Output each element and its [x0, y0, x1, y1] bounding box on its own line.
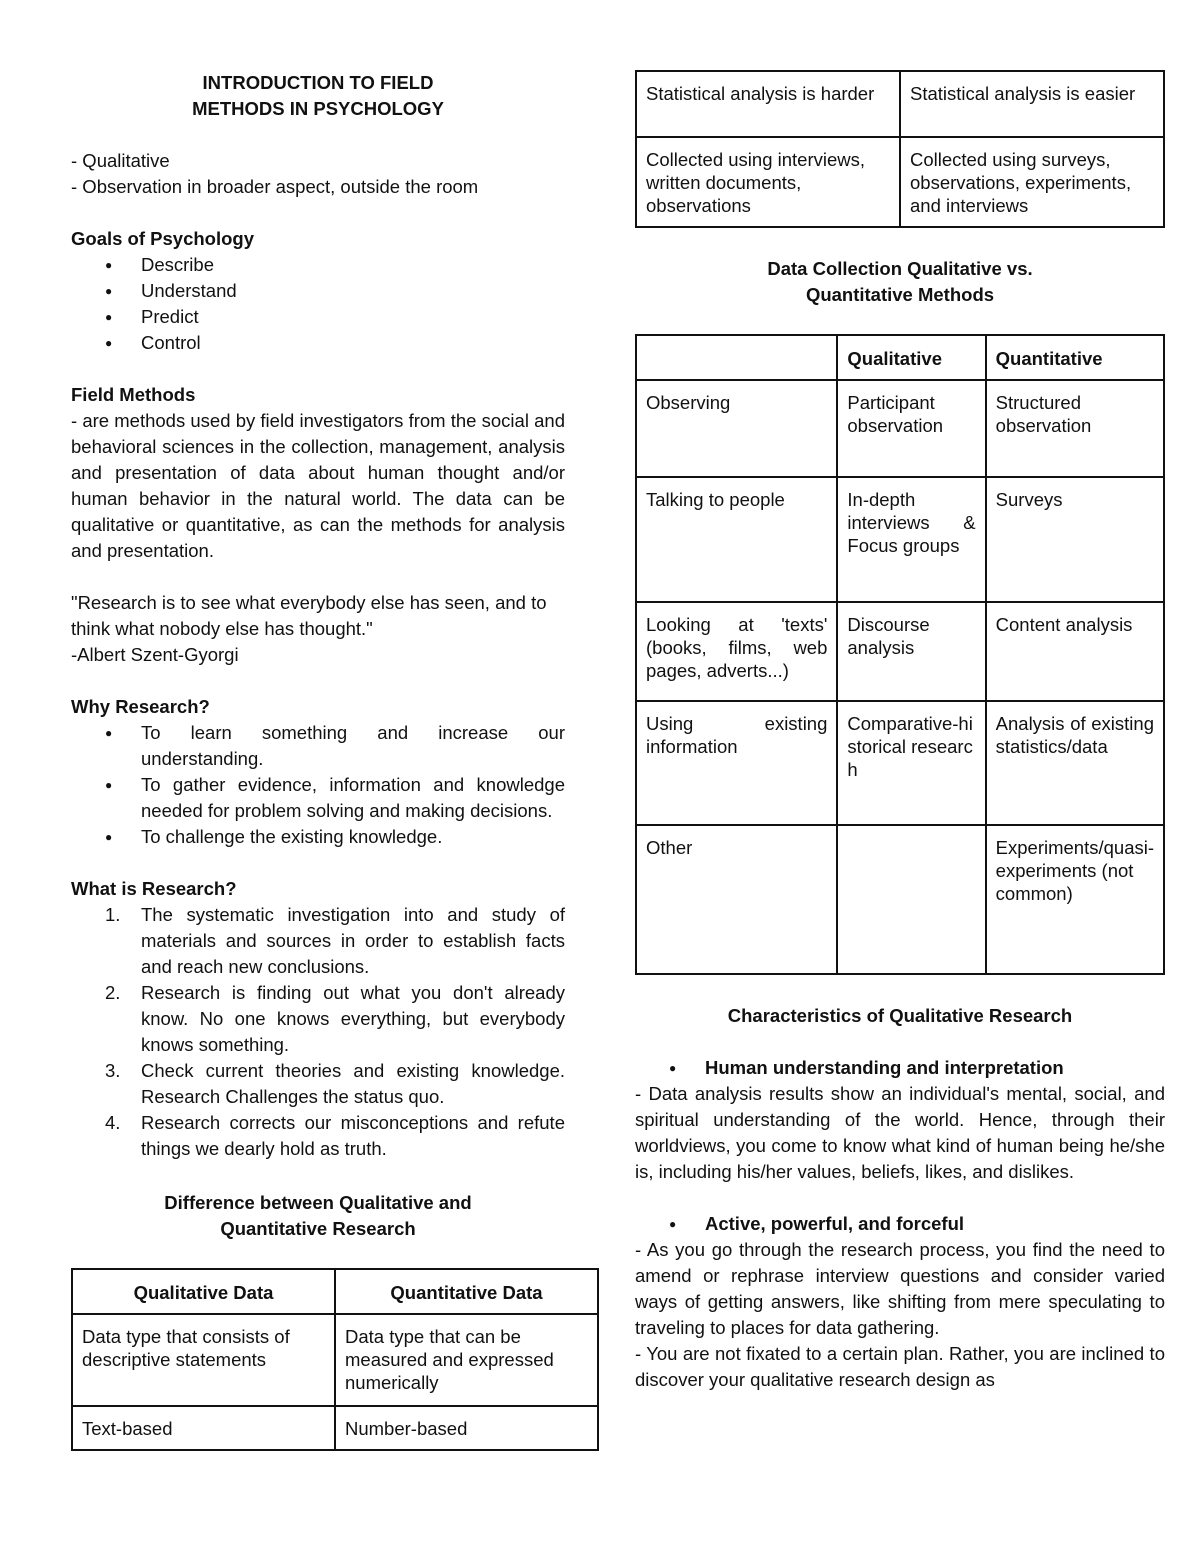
list-item: ● Control: [71, 330, 565, 356]
table-cell: Experiments/quasi-experiments (not common): [986, 825, 1164, 974]
table-row: [636, 602, 1164, 701]
table-header-cell: Qualitative: [837, 335, 985, 380]
field-methods-body: - are methods used by field investigators from the social and behavioral sciences in the collection, management, analysis and presentation of data about human thought and/or human behavior in the natural world. The data can be qualitative or quantitative, as can the methods for analysis and presentation.: [71, 410, 565, 561]
table-header-cell: [636, 335, 837, 380]
table-row: [636, 477, 1164, 602]
table-cell: Other: [636, 825, 837, 974]
table-header-cell: Quantitative Data: [335, 1269, 598, 1314]
intro-line-2: - Observation in broader aspect, outside the room: [71, 176, 479, 197]
characteristic-title: ● Active, powerful, and forceful: [635, 1211, 1165, 1237]
bullet-icon: ●: [105, 310, 113, 324]
list-item: ● Describe: [71, 252, 565, 278]
data-collection-table: [635, 334, 1165, 975]
table-row: [72, 1314, 598, 1406]
table-cell: Statistical analysis is easier: [900, 71, 1164, 137]
table-cell: Statistical analysis is harder: [636, 71, 900, 137]
table-cell: Participant observation: [837, 380, 985, 477]
table-cell: Number-based: [335, 1406, 598, 1450]
bullet-icon: ●: [669, 1061, 677, 1075]
table-header-row: [636, 335, 1164, 380]
characteristic-title: ● Human understanding and interpretation: [635, 1055, 1165, 1081]
table-cell: Observing: [636, 380, 837, 477]
table-cell: In-depth interviews & Focus groups: [837, 477, 985, 602]
list-item: 1. The systematic investigation into and study of materials and sources in order to establish facts and reach new conclusions.: [105, 904, 565, 977]
list-item: ● To challenge the existing knowledge.: [71, 824, 565, 850]
table-cell: Collected using surveys, observations, experiments, and interviews: [900, 137, 1164, 227]
list-item: ● Predict: [71, 304, 565, 330]
table-cell: Surveys: [986, 477, 1164, 602]
list-item: 2. Research is finding out what you don't already know. No one knows everything, but everybody knows something.: [105, 982, 565, 1055]
table-cell: Text-based: [72, 1406, 335, 1450]
table-cell: Collected using interviews, written documents, observations: [636, 137, 900, 227]
table-header-cell: Qualitative Data: [72, 1269, 335, 1314]
list-item: ● Understand: [71, 278, 565, 304]
list-item: ● To learn something and increase our understanding.: [105, 722, 565, 769]
bullet-icon: ●: [669, 1217, 677, 1231]
table-cell: Content analysis: [986, 602, 1164, 701]
table-header-cell: Quantitative: [986, 335, 1164, 380]
left-column: [71, 68, 565, 1451]
table-cell: Discourse analysis: [837, 602, 985, 701]
table-cell: Comparative-historical research: [837, 701, 985, 825]
bullet-icon: ●: [105, 778, 113, 792]
difference-table-continued: [635, 70, 1165, 228]
table-row: [636, 71, 1164, 137]
table-cell: Analysis of existing statistics/data: [986, 701, 1164, 825]
data-collection-heading-line-2: Quantitative Methods: [805, 284, 995, 305]
bullet-icon: ●: [105, 284, 113, 298]
why-research-list: [71, 720, 565, 850]
difference-heading-line-2: Quantitative Research: [220, 1218, 416, 1239]
why-research-heading: Why Research?: [71, 696, 210, 717]
table-cell: Using existing information: [636, 701, 837, 825]
bullet-icon: ●: [105, 830, 113, 844]
page-title-line-1: INTRODUCTION TO FIELD: [202, 72, 434, 93]
list-item: ● To gather evidence, information and knowledge needed for problem solving and making decisions.: [105, 774, 565, 821]
quote-text: "Research is to see what everybody else has seen, and to think what nobody else has thought.": [71, 592, 547, 639]
goals-heading: Goals of Psychology: [71, 228, 254, 249]
characteristic-paragraph: - You are not fixated to a certain plan. Rather, you are inclined to discover your qualitative research design as: [635, 1343, 1165, 1390]
list-item: 3. Check current theories and existing knowledge. Research Challenges the status quo.: [105, 1060, 565, 1107]
field-methods-heading: Field Methods: [71, 384, 196, 405]
intro-line-1: - Qualitative: [71, 150, 170, 171]
table-cell: Talking to people: [636, 477, 837, 602]
table-header-row: [72, 1269, 598, 1314]
page-title-line-2: METHODS IN PSYCHOLOGY: [192, 98, 444, 119]
table-cell: Data type that consists of descriptive statements: [72, 1314, 335, 1406]
bullet-icon: ●: [105, 726, 113, 740]
table-row: [636, 825, 1164, 974]
table-cell: [837, 825, 985, 974]
what-research-heading: What is Research?: [71, 878, 237, 899]
difference-table: [71, 1268, 599, 1451]
table-row: [636, 701, 1164, 825]
table-row: [636, 137, 1164, 227]
table-cell: Looking at 'texts' (books, films, web pages, adverts...): [636, 602, 837, 701]
table-cell: Data type that can be measured and expressed numerically: [335, 1314, 598, 1406]
characteristic-paragraph: - Data analysis results show an individual's mental, social, and spiritual understanding of the world. Hence, through their worldviews, you come to know what kind of human being he/she is, including his/her values, beliefs, likes, and dislikes.: [635, 1083, 1165, 1182]
characteristic-paragraph: - As you go through the research process, you find the need to amend or rephrase interview questions and consider varied ways of getting answers, like shifting from mere speculating to traveling to places for data gathering.: [635, 1239, 1165, 1338]
table-row: [636, 380, 1164, 477]
table-cell: Structured observation: [986, 380, 1164, 477]
quote-author: -Albert Szent-Gyorgi: [71, 644, 239, 665]
right-column: [635, 70, 1165, 1393]
goals-list: [71, 252, 565, 356]
what-research-list: [71, 902, 565, 1162]
bullet-icon: ●: [105, 336, 113, 350]
list-item: 4. Research corrects our misconceptions and refute things we dearly hold as truth.: [105, 1112, 565, 1159]
table-row: [72, 1406, 598, 1450]
bullet-icon: ●: [105, 258, 113, 272]
difference-heading-line-1: Difference between Qualitative and: [164, 1192, 472, 1213]
characteristics-heading: Characteristics of Qualitative Research: [727, 1005, 1073, 1026]
data-collection-heading-line-1: Data Collection Qualitative vs.: [767, 258, 1033, 279]
